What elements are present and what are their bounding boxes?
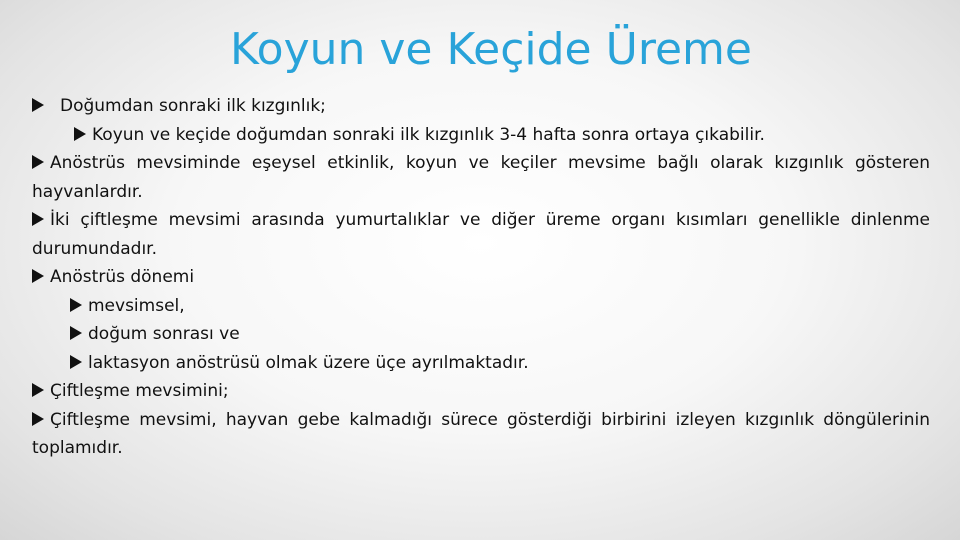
bullet-item — [32, 349, 930, 378]
bullet-item — [32, 377, 930, 406]
bullet-text: Çiftleşme mevsimini; — [50, 381, 229, 401]
bullet-item — [32, 320, 930, 349]
slide-content — [32, 92, 930, 463]
bullet-item — [32, 263, 930, 292]
bullet-text: Çiftleşme mevsimi, hayvan gebe kalmadığı sürece gösterdiği birbirini izleyen kızgınlık döngülerinin toplamıdır. — [32, 409, 930, 458]
bullet-item — [32, 121, 930, 150]
arrowhead-bullet-icon — [74, 126, 92, 143]
slide-title: Koyun ve Keçide Üreme — [230, 24, 752, 75]
arrowhead-bullet-icon — [32, 411, 50, 428]
arrowhead-bullet-icon — [32, 97, 50, 114]
bullet-text: İki çiftleşme mevsimi arasında yumurtalıklar ve diğer üreme organı kısımları genellikle dinlenme durumundadır. — [32, 210, 930, 259]
bullet-item — [32, 406, 930, 463]
bullet-text: laktasyon anöstrüsü olmak üzere üçe ayrılmaktadır. — [88, 352, 529, 373]
arrowhead-bullet-icon — [32, 154, 50, 171]
bullet-text: Anöstrüs dönemi — [50, 267, 195, 287]
bullet-text: Koyun ve keçide doğumdan sonraki ilk kızgınlık 3-4 hafta sonra ortaya çıkabilir. — [92, 124, 765, 145]
arrowhead-bullet-icon — [32, 268, 50, 285]
bullet-item — [32, 149, 930, 206]
bullet-item — [32, 206, 930, 263]
arrowhead-bullet-icon — [32, 382, 50, 399]
bullet-item — [32, 292, 930, 321]
bullet-text: Doğumdan sonraki ilk kızgınlık; — [60, 96, 326, 116]
arrowhead-bullet-icon — [70, 354, 88, 371]
arrowhead-bullet-icon — [70, 297, 88, 314]
bullet-text: Anöstrüs mevsiminde eşeysel etkinlik, koyun ve keçiler mevsime bağlı olarak kızgınlık gösteren hayvanlardır. — [32, 153, 930, 202]
bullet-text: mevsimsel, — [88, 295, 185, 316]
bullet-text: doğum sonrası ve — [88, 324, 240, 344]
arrowhead-bullet-icon — [70, 325, 88, 342]
bullet-item — [32, 92, 930, 121]
arrowhead-bullet-icon — [32, 211, 50, 228]
